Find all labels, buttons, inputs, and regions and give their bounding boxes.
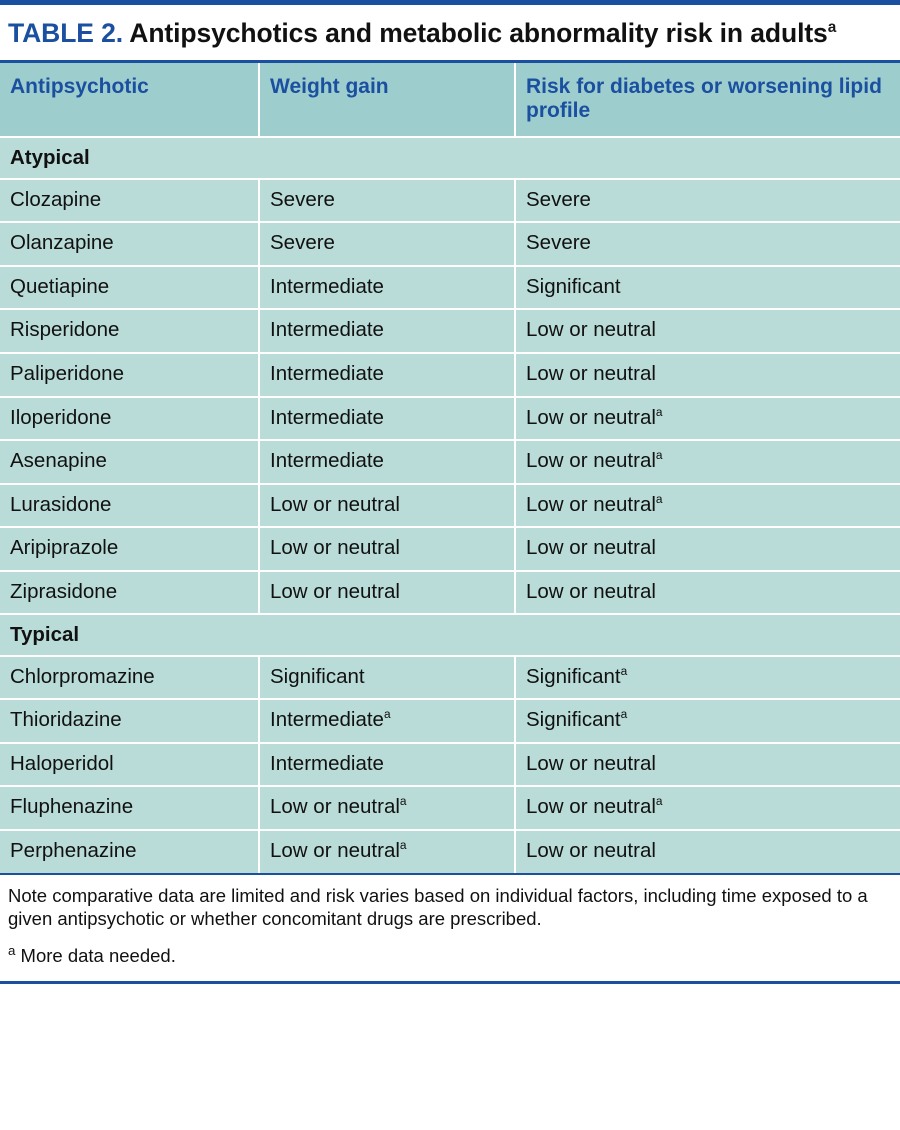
cell-risk-text: Low or neutral — [526, 795, 656, 819]
table-row — [0, 484, 900, 528]
cell-risk-text: Low or neutral — [526, 492, 656, 516]
cell-risk: Low or neutral — [515, 743, 900, 787]
table-row — [0, 786, 900, 830]
cell-weight-text: Low or neutral — [270, 838, 400, 862]
cell-risk-text: Low or neutral — [526, 449, 656, 473]
column-header-weight-gain: Weight gain — [259, 62, 515, 138]
metabolic-risk-table — [0, 60, 900, 874]
cell-drug: Lurasidone — [0, 484, 259, 528]
cell-drug: Fluphenazine — [0, 786, 259, 830]
note-footnote — [8, 944, 892, 968]
cell-risk: Low or neutral — [515, 571, 900, 615]
cell-risk: Significant — [515, 266, 900, 310]
cell-weight-gain — [259, 786, 515, 830]
cell-weight-gain: Low or neutral — [259, 527, 515, 571]
page-title — [8, 18, 892, 48]
cell-weight-gain — [259, 699, 515, 743]
cell-footnote-marker: a — [620, 707, 628, 722]
cell-footnote-marker: a — [655, 448, 663, 463]
table-row — [0, 527, 900, 571]
cell-footnote-marker: a — [655, 491, 663, 506]
note-comment: Note comparative data are limited and risk varies based on individual factors, including time exposed to a given antipsychotic or whether concomitant drugs are prescribed. — [8, 884, 868, 930]
table-number: TABLE 2. — [8, 18, 124, 48]
cell-weight-text: Low or neutral — [270, 795, 400, 819]
section-header-row — [0, 614, 900, 656]
table-notes — [0, 875, 900, 968]
cell-footnote-marker: a — [399, 794, 407, 809]
table-row — [0, 179, 900, 223]
section-header-row — [0, 137, 900, 179]
cell-footnote-marker: a — [620, 663, 628, 678]
cell-risk: Severe — [515, 179, 900, 223]
cell-drug: Haloperidol — [0, 743, 259, 787]
table-head — [0, 62, 900, 138]
table-row — [0, 830, 900, 874]
cell-drug: Chlorpromazine — [0, 656, 259, 700]
table-row — [0, 571, 900, 615]
cell-drug: Quetiapine — [0, 266, 259, 310]
table-title-block — [0, 5, 900, 60]
cell-weight-gain: Low or neutral — [259, 571, 515, 615]
cell-risk — [515, 397, 900, 441]
cell-weight-gain: Intermediate — [259, 397, 515, 441]
cell-weight-gain: Intermediate — [259, 266, 515, 310]
cell-weight-gain: Low or neutral — [259, 484, 515, 528]
cell-risk — [515, 656, 900, 700]
table-body — [0, 137, 900, 873]
cell-drug: Clozapine — [0, 179, 259, 223]
cell-footnote-marker: a — [399, 838, 407, 853]
table-row — [0, 353, 900, 397]
cell-footnote-marker: a — [655, 404, 663, 419]
cell-drug: Paliperidone — [0, 353, 259, 397]
cell-risk — [515, 484, 900, 528]
cell-weight-text: Intermediate — [270, 708, 384, 732]
cell-drug: Olanzapine — [0, 222, 259, 266]
table-row — [0, 309, 900, 353]
cell-weight-gain — [259, 830, 515, 874]
cell-risk-text: Significant — [526, 664, 621, 688]
cell-drug: Risperidone — [0, 309, 259, 353]
header-row — [0, 62, 900, 138]
cell-risk: Severe — [515, 222, 900, 266]
table-row — [0, 266, 900, 310]
cell-drug: Aripiprazole — [0, 527, 259, 571]
cell-weight-gain: Intermediate — [259, 353, 515, 397]
title-footnote-marker: a — [827, 19, 837, 37]
cell-risk-text: Low or neutral — [526, 405, 656, 429]
cell-drug: Ziprasidone — [0, 571, 259, 615]
cell-risk: Low or neutral — [515, 830, 900, 874]
table-row — [0, 656, 900, 700]
cell-weight-gain: Significant — [259, 656, 515, 700]
table-row — [0, 743, 900, 787]
footnote-marker: a — [8, 942, 16, 958]
cell-footnote-marker: a — [655, 794, 663, 809]
section-label: Typical — [0, 614, 900, 656]
column-header-antipsychotic: Antipsychotic — [0, 62, 259, 138]
cell-risk: Low or neutral — [515, 527, 900, 571]
cell-drug: Thioridazine — [0, 699, 259, 743]
table-row — [0, 222, 900, 266]
table-row — [0, 699, 900, 743]
column-header-diabetes-lipid-risk: Risk for diabetes or worsening lipid profile — [515, 62, 900, 138]
table-title-text: Antipsychotics and metabolic abnormality risk in adults — [123, 18, 828, 48]
cell-drug: Iloperidone — [0, 397, 259, 441]
cell-drug: Perphenazine — [0, 830, 259, 874]
cell-weight-gain: Intermediate — [259, 743, 515, 787]
cell-risk — [515, 699, 900, 743]
table-row — [0, 440, 900, 484]
bottom-rule — [0, 981, 900, 984]
cell-footnote-marker: a — [383, 707, 391, 722]
cell-weight-gain: Severe — [259, 179, 515, 223]
cell-risk — [515, 440, 900, 484]
cell-weight-gain: Intermediate — [259, 440, 515, 484]
cell-weight-gain: Intermediate — [259, 309, 515, 353]
table-row — [0, 397, 900, 441]
cell-risk: Low or neutral — [515, 309, 900, 353]
cell-risk: Low or neutral — [515, 353, 900, 397]
cell-drug: Asenapine — [0, 440, 259, 484]
cell-risk-text: Significant — [526, 708, 621, 732]
cell-risk — [515, 786, 900, 830]
footnote-text: More data needed. — [15, 944, 176, 966]
cell-weight-gain: Severe — [259, 222, 515, 266]
section-label: Atypical — [0, 137, 900, 179]
